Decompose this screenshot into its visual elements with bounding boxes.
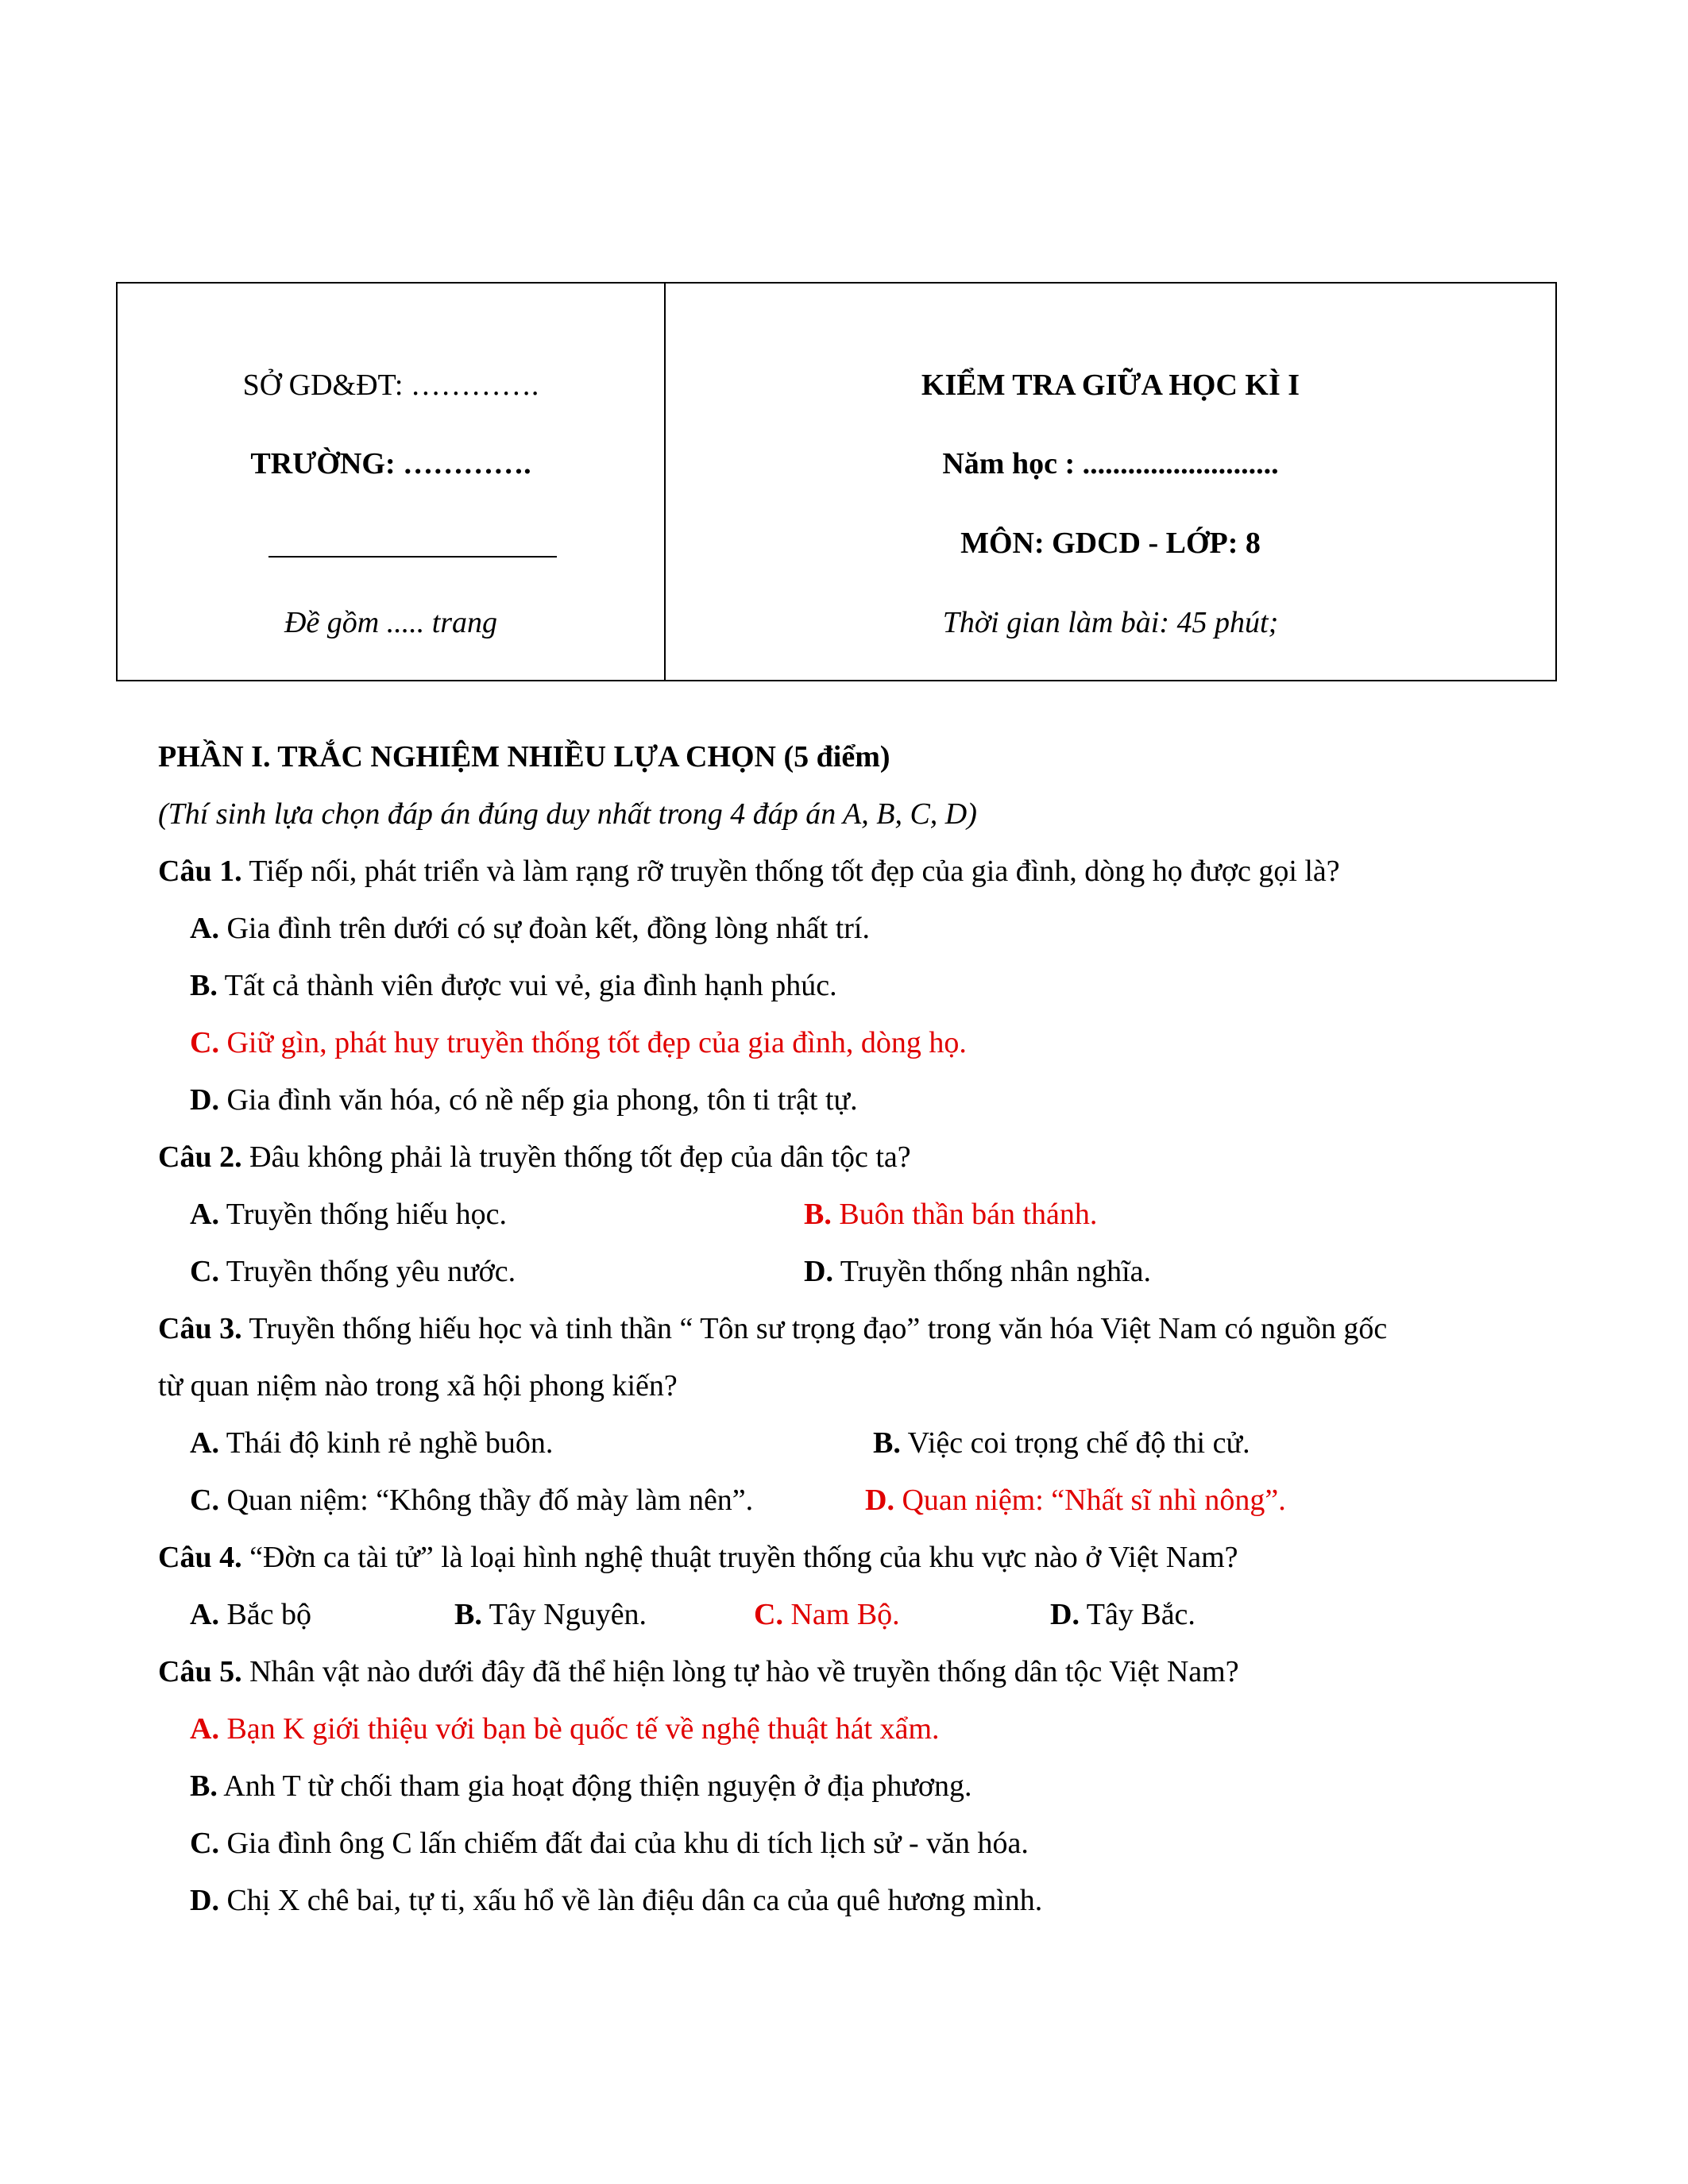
section-title: PHẦN I. TRẮC NGHIỆM NHIỀU LỰA CHỌN (5 điểm) — [158, 740, 890, 774]
options-4-row — [158, 1596, 1556, 1653]
option-5d — [158, 1882, 1556, 1939]
question-3 — [158, 1310, 1556, 1368]
option-key: A. — [190, 1712, 219, 1746]
option-key: A. — [190, 1426, 219, 1460]
option-5c — [158, 1825, 1556, 1882]
question-3-cont: từ quan niệm nào trong xã hội phong kiến? — [158, 1369, 678, 1403]
question-label: Câu 1. — [158, 855, 242, 888]
options-2-row-1 — [158, 1196, 1556, 1253]
option-3b — [873, 1425, 1250, 1461]
option-text: Tây Nguyên. — [481, 1598, 647, 1631]
option-5a-answer — [158, 1711, 1556, 1768]
option-text: Gia đình trên dưới có sự đoàn kết, đồng lòng nhất trí. — [218, 912, 870, 945]
option-1a — [158, 910, 1556, 967]
option-text: Quan niệm: “Nhất sĩ nhì nông”. — [894, 1484, 1286, 1517]
question-text: “Đờn ca tài tử” là loại hình nghệ thuật truyền thống của khu vực nào ở Việt Nam? — [241, 1541, 1238, 1574]
mon-lop: MÔN: GDCD - LỚP: 8 — [960, 527, 1261, 560]
option-text: Thái độ kinh rẻ nghề buôn. — [218, 1426, 554, 1460]
question-label: Câu 2. — [158, 1140, 242, 1174]
option-3d-answer — [865, 1482, 1286, 1518]
option-key: C. — [754, 1598, 783, 1631]
option-key: B. — [190, 969, 218, 1002]
option-text: Tây Bắc. — [1079, 1598, 1196, 1631]
option-2b-answer — [804, 1196, 1097, 1233]
option-2a — [190, 1196, 507, 1233]
question-2 — [158, 1139, 1556, 1196]
question-1 — [158, 853, 1556, 910]
option-text: Buôn thần bán thánh. — [831, 1198, 1098, 1231]
option-text: Anh T từ chối tham gia hoạt động thiện nguyện ở địa phương. — [217, 1769, 972, 1803]
de-gom: Đề gồm ..... trang — [284, 606, 498, 639]
question-label: Câu 3. — [158, 1312, 242, 1345]
option-text: Tất cả thành viên được vui vẻ, gia đình hạnh phúc. — [217, 969, 837, 1002]
options-2-row-2 — [158, 1253, 1556, 1310]
option-key: A. — [190, 912, 219, 945]
option-key: D. — [1050, 1598, 1080, 1631]
option-key: C. — [190, 1484, 219, 1517]
option-1d — [158, 1082, 1556, 1139]
truong: TRƯỜNG: …………. — [250, 447, 531, 480]
option-5b — [158, 1768, 1556, 1825]
question-label: Câu 4. — [158, 1541, 242, 1574]
exam-header-table — [116, 282, 1557, 681]
question-5 — [158, 1653, 1556, 1711]
option-2c — [190, 1253, 516, 1290]
option-3a — [190, 1425, 553, 1461]
option-text: Chị X chê bai, tự ti, xấu hổ về làn điệu dân ca của quê hương mình. — [218, 1884, 1043, 1917]
option-key: B. — [190, 1769, 218, 1803]
option-key: A. — [190, 1598, 219, 1631]
header-right-cell — [666, 284, 1555, 680]
option-text: Gia đình ông C lấn chiếm đất đai của khu di tích lịch sử - văn hóa. — [218, 1827, 1029, 1860]
option-1b — [158, 967, 1556, 1024]
question-4 — [158, 1539, 1556, 1596]
option-text: Nam Bộ. — [782, 1598, 900, 1631]
header-left-cell — [118, 284, 666, 680]
option-key: A. — [190, 1198, 219, 1231]
question-text: Nhân vật nào dưới đây đã thể hiện lòng tự hào về truyền thống dân tộc Việt Nam? — [241, 1655, 1239, 1688]
option-text: Việc coi trọng chế độ thi cử. — [900, 1426, 1250, 1460]
options-3-row-1 — [158, 1425, 1556, 1482]
option-text: Bắc bộ — [218, 1598, 312, 1631]
question-label: Câu 5. — [158, 1655, 242, 1688]
section-instruction: (Thí sinh lựa chọn đáp án đúng duy nhất trong 4 đáp án A, B, C, D) — [158, 797, 977, 831]
option-3c — [190, 1482, 753, 1518]
option-text: Truyền thống hiếu học. — [218, 1198, 508, 1231]
option-text: Gia đình văn hóa, có nề nếp gia phong, tôn ti trật tự. — [218, 1083, 858, 1117]
option-key: C. — [190, 1255, 219, 1288]
options-3-row-2 — [158, 1482, 1556, 1539]
option-key: D. — [190, 1083, 219, 1117]
option-key: B. — [804, 1198, 832, 1231]
option-4b — [454, 1596, 647, 1633]
option-2d — [804, 1253, 1151, 1290]
option-text: Truyền thống yêu nước. — [218, 1255, 516, 1288]
option-4c-answer — [754, 1596, 900, 1633]
nam-hoc: Năm học : .......................... — [942, 447, 1279, 480]
option-key: D. — [190, 1884, 219, 1917]
option-text: Giữ gìn, phát huy truyền thống tốt đẹp của gia đình, dòng họ. — [218, 1026, 967, 1059]
option-text: Truyền thống nhân nghĩa. — [832, 1255, 1152, 1288]
option-key: C. — [190, 1827, 219, 1860]
question-text: Truyền thống hiếu học và tinh thần “ Tôn sư trọng đạo” trong văn hóa Việt Nam có nguồn gốc — [241, 1312, 1388, 1345]
option-key: B. — [873, 1426, 901, 1460]
option-1c-answer — [158, 1024, 1556, 1082]
thoi-gian: Thời gian làm bài: 45 phút; — [942, 606, 1279, 639]
option-key: B. — [454, 1598, 482, 1631]
exam-content — [158, 739, 1556, 1939]
option-text: Bạn K giới thiệu với bạn bè quốc tế về nghệ thuật hát xẩm. — [218, 1712, 940, 1746]
question-text: Đâu không phải là truyền thống tốt đẹp của dân tộc ta? — [241, 1140, 911, 1174]
option-key: D. — [865, 1484, 894, 1517]
divider-line — [268, 556, 557, 558]
option-4a — [190, 1596, 311, 1633]
option-key: C. — [190, 1026, 219, 1059]
option-4d — [1050, 1596, 1196, 1633]
option-key: D. — [804, 1255, 833, 1288]
option-text: Quan niệm: “Không thầy đố mày làm nên”. — [218, 1484, 754, 1517]
question-text: Tiếp nối, phát triển và làm rạng rỡ truyền thống tốt đẹp của gia đình, dòng họ được gọi là? — [241, 855, 1340, 888]
so-gddt: SỞ GD&ĐT: …………. — [242, 369, 539, 402]
exam-title: KIỂM TRA GIỮA HỌC KÌ I — [921, 369, 1300, 402]
